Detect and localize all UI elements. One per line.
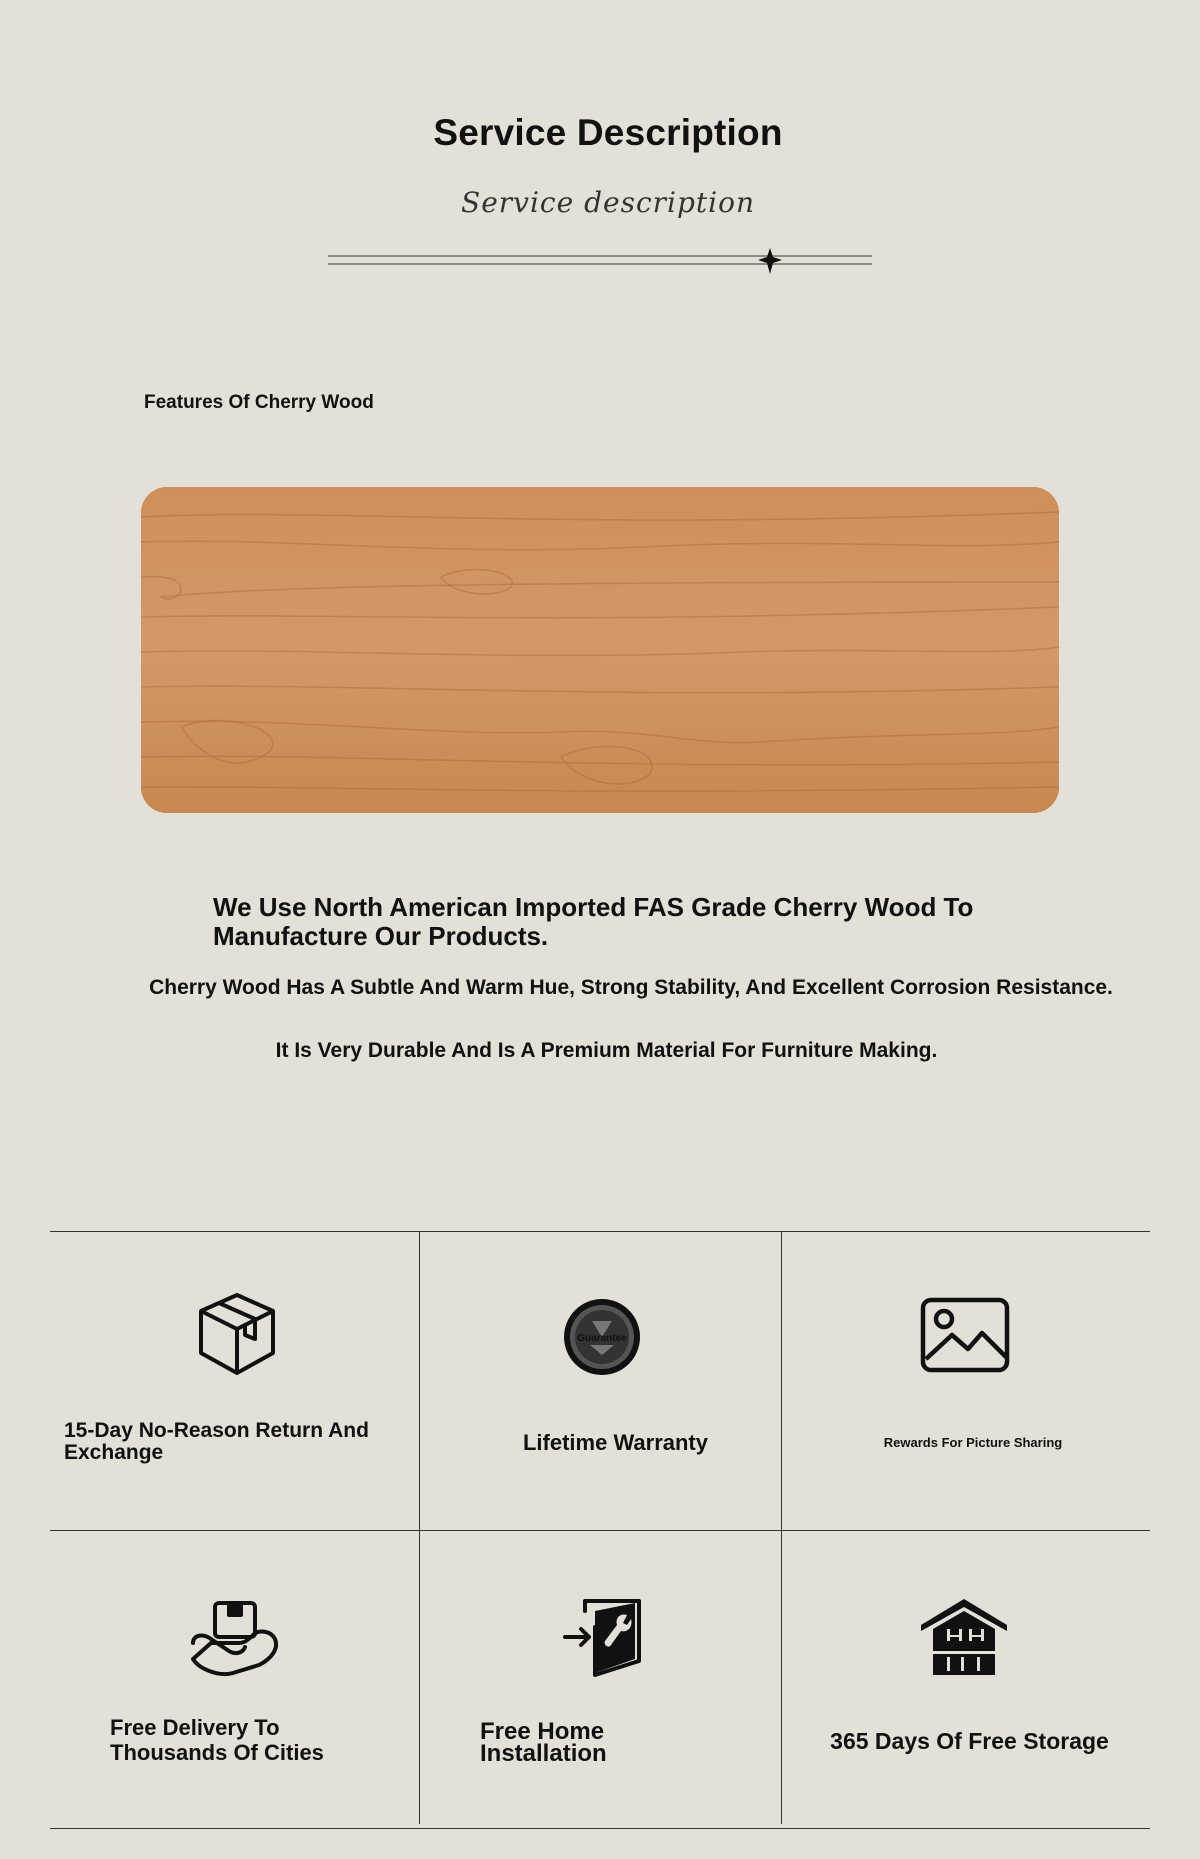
picture-icon: [920, 1297, 1010, 1373]
service-label: 15-Day No-Reason Return And Exchange: [64, 1419, 369, 1464]
services-grid: [50, 1231, 1150, 1829]
service-item-return-exchange: [50, 1231, 419, 1530]
package-box-icon: [197, 1291, 277, 1377]
page-subtitle-script: Service description: [461, 186, 755, 219]
service-item-free-delivery: [50, 1531, 419, 1828]
service-label: Free Home Installation: [480, 1718, 607, 1767]
service-item-free-storage: [782, 1531, 1150, 1828]
cherry-wood-image: [141, 487, 1059, 813]
decorative-divider: [328, 248, 872, 278]
section-label: Features Of Cherry Wood: [144, 392, 374, 413]
door-wrench-icon: [561, 1597, 643, 1677]
sparkle-star-icon: [758, 248, 782, 274]
page-title: Service Description: [433, 112, 783, 153]
wood-grain-texture: [141, 487, 1059, 813]
service-label: Rewards For Picture Sharing: [883, 1435, 1063, 1450]
guarantee-seal-icon: [562, 1297, 642, 1377]
feature-paragraph-2: It Is Very Durable And Is A Premium Material For Furniture Making.: [275, 1039, 938, 1062]
feature-headline: We Use North American Imported FAS Grade Cherry Wood To Manufacture Our Products.: [213, 892, 974, 951]
guarantee-badge-text: Guarantee: [577, 1333, 627, 1344]
hand-package-icon: [189, 1599, 281, 1677]
service-label: Free Delivery To Thousands Of Cities: [110, 1715, 324, 1765]
feature-paragraph-1: Cherry Wood Has A Subtle And Warm Hue, Strong Stability, And Excellent Corrosion Resistance.: [149, 976, 1113, 999]
service-label: Lifetime Warranty: [522, 1430, 708, 1455]
service-item-picture-rewards: [782, 1231, 1150, 1530]
service-label: 365 Days Of Free Storage: [830, 1728, 1109, 1754]
warehouse-icon: [917, 1595, 1011, 1679]
service-item-lifetime-warranty: [420, 1231, 781, 1530]
grid-line-bottom: [50, 1828, 1150, 1829]
service-item-home-installation: [420, 1531, 781, 1828]
